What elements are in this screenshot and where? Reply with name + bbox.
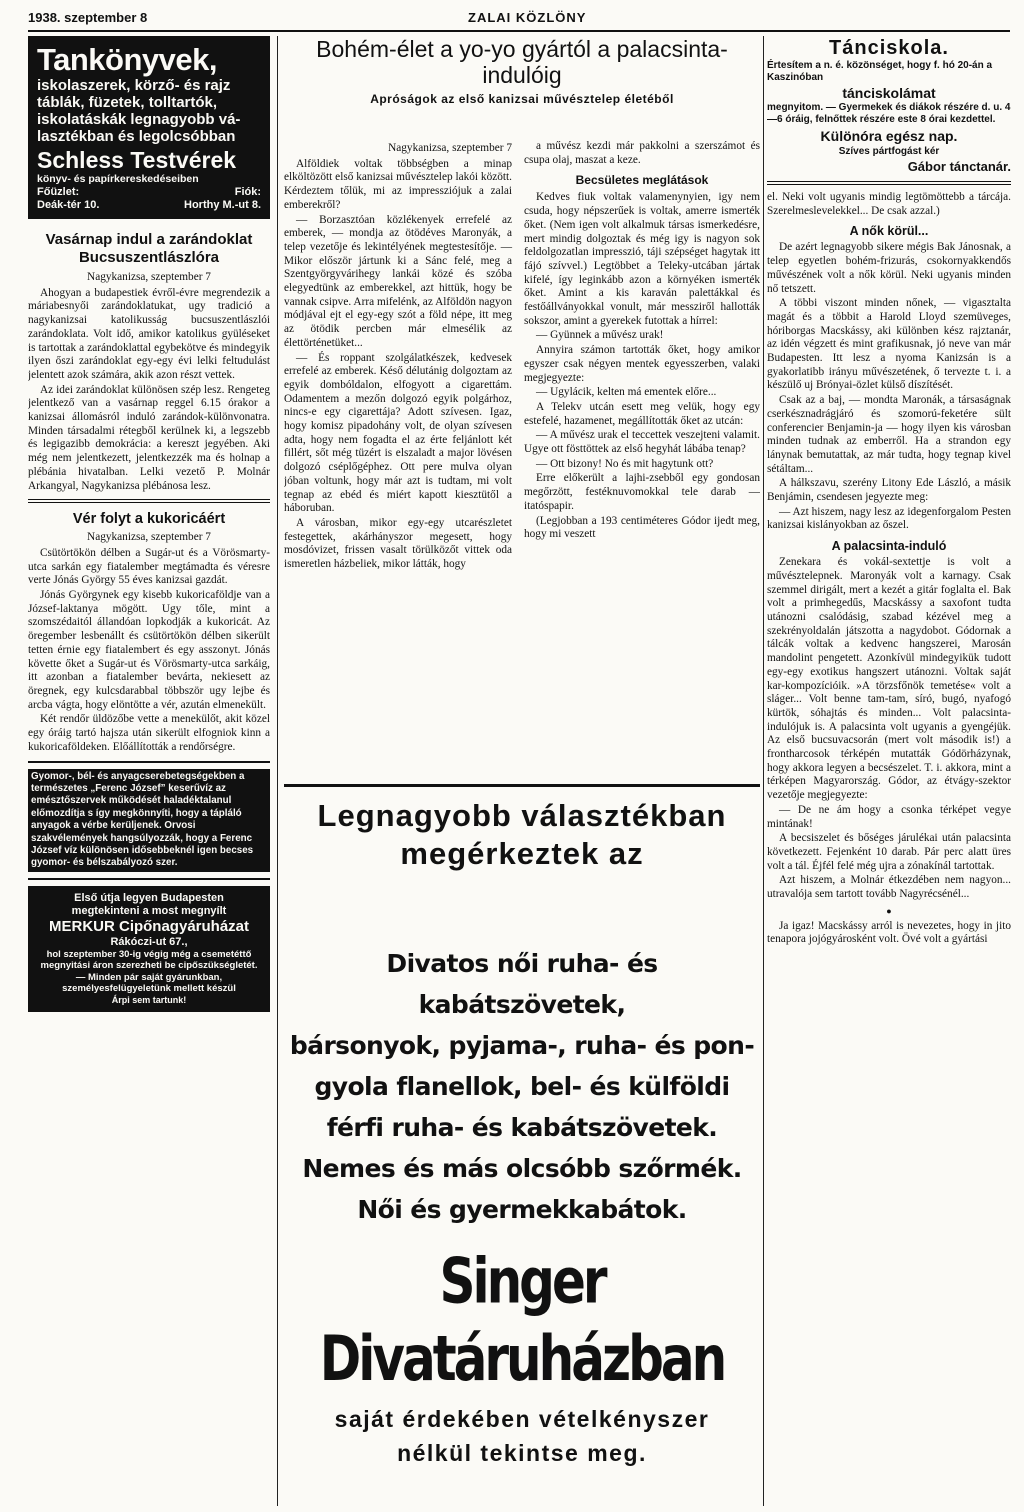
ad-address (37, 199, 261, 212)
article-col-b (524, 140, 760, 543)
article-title: Vasárnap indul a zarándoklat Bucsuszentlászlóra (45, 231, 253, 266)
column-rule (763, 36, 764, 1506)
article-paragraph: a művész kezdi már pakkolni a szerszámot és csupa olaj, maszat a keze. (524, 140, 760, 166)
issue-date: 1938. szeptember 8 (28, 10, 148, 25)
ad-line: táblák, füzetek, tolltartók, (37, 94, 218, 111)
ad-ferenc-jozsef: Gyomor-, bél- és anyagcserebetegségekben a természetes „Ferenc József” keserűvíz az emésztőszervek működését haladéktalanul előmozdítja s így megkönnyíti, hogy a tápláló anyagok a vérbe kerüljenek. Orvosi szakvélemények hangsúlyozzák, hogy a Ferenc József víz különösen idősebbeknél igen becses gyomor- és bélszabályozó szer. (28, 769, 270, 872)
article-paragraph: Ahogyan a budapestiek évről-évre megrendezik a máriabesnyői zarándoklatukat, ugy tradició a nagykanizsai katolikusság bucsuszentlászlói zarándoklata. Volt idő, amikor katolikus gyüléseket is tartottak a zarándoklattal egybekötve és mindegyik ilyen őszi zarándoklat egy-egy évi lelki feltudulást jelentett azok számára, akik azon részt vettek. (28, 286, 270, 381)
article-paragraph: Az idei zarándoklat különösen szép lesz. Rengeteg jelentkező van a vasárnap reggel 6.15 órakor a kanizsai állomásról induló zarándok-különvonatra. Minden társadalmi rétegből kerülnek ki, a legszebb és legigazibb demokrácia: a kereszt jegyében. Aki még nem jelentkezett, jelentkezzék ma és holnap a plébánia hivatalban. Lelki vezető P. Molnár Arkangyal, Nagykanizsa plébánosa lesz. (28, 383, 270, 492)
ad-address (37, 186, 261, 199)
subheading: A palacsinta-induló (831, 539, 947, 554)
column-left (28, 36, 270, 1012)
ad-headline: Tánciskola. (829, 37, 949, 59)
ad-line: saját érdekében vételkényszer (334, 1406, 710, 1432)
masthead (28, 8, 1010, 32)
article-paragraph: De azért legnagyobb sikere mégis Bak Jánosnak, a telep egyetlen bohém-frizurás, csokornyakkendős művészének volt a nők körül. Neki ugyanis minden nő tetszett. (767, 241, 1011, 295)
article-paragraph: Csak az a baj, — mondta Maronák, a társaságnak cserkésznadrágjáró és szomorú-feketére sült conferencier Benjamin-ja — hogy ilyen kis városban minden tudnak az emberről. Ha a strandon egy lánynak bemutattak, az már tudta, hogy tegnap kivel sétáltam... (767, 394, 1011, 475)
ad-line: Értesítem a n. é. közönséget, hogy f. hó 20-án a Kaszinóban (767, 60, 993, 83)
article-paragraph: Erre előkerült a lajhi-zsebből egy gondosan megőrzött, festéknuvomokkal tele darab — itatóspapir. (524, 472, 760, 512)
addr-main-street: Deák-tér 10. (37, 199, 100, 211)
addr-branch: Fiók: (234, 186, 261, 198)
article-paragraph: (Legjobban a 193 centiméteres Gódor ijedt meg, hogy mi veszett (524, 514, 760, 541)
ad-line: Divatos női ruha- és kabátszövetek, (386, 949, 658, 1019)
ad-firm: Singer Divatáruházban (319, 1245, 725, 1395)
article-subtitle: Apróságok az első kanizsai művésztelep életéből (370, 92, 674, 106)
ad-line: Legnagyobb választékban (317, 798, 727, 833)
article-col-a (284, 140, 512, 573)
article-paragraph: — De ne ám hogy a csonka térképet vegye mintának! (767, 803, 1011, 830)
ad-line: Különóra egész nap. (820, 128, 958, 144)
column-right (767, 36, 1011, 948)
ad-line: tánciskolámat (842, 85, 936, 101)
paper-name: ZALAI KÖZLÖNY (468, 10, 587, 25)
ad-line: bársonyok, pyjama-, ruha- és pon- (289, 1031, 755, 1060)
article-paragraph: — Borzasztóan közlékenyek errefelé az emberek, — mondja az ötödéves Maronyák, a telep vezetője és lekintélyének megtestesítője. — Mikor először jártunk ki a Sánc felé, meg a Szentgyörgyvárihegy lankái közé és szóba elegyedtünk az emberekkel, azt hittük, hogy be vannak csipve. Arra mifelénk, az Alföldön nagyon módjával ejt el egy-egy szót a föld népe, itt meg az ötödik percben már elmesélik az élettörténetüket... (284, 213, 512, 349)
ad-line: lasztékban és legolcsóbban (37, 128, 236, 145)
article-paragraph: — És roppant szolgálatkészek, kedvesek errefelé az emberek. Késő délutánig dolgoztam az egyik dombóldalon, elfogyott a cigarettám. Odamentem a mezőn dolgozó egyik polgárhoz, nincs-e egy cigarettája? Adott szívesen. Igaz, hogy komisz pipadohány volt, de olyan szívesen adta, hogy nem fogadta el az érte feljánlott két fillért, sőt még tüzért is elszaladt a major lövésen dolgozó cséplőgéphez. Ott pere mulva olyan jóban voltunk, hogy már azt is tudtam, mi volt tegnap az ebéd és miért kapott kiesztütől a háboruban. (284, 351, 512, 515)
dateline: Nagykanizsa, szeptember 7 (87, 531, 211, 544)
ad-singer (284, 784, 760, 1470)
article-paragraph: Ja igaz! Macskássy arról is nevezetes, hogy in jito tenapora jojógyárosként volt. Övé volt a gyártási (767, 919, 1011, 946)
addr-branch-street: Horthy M.-ut 8. (184, 199, 261, 211)
column-center (284, 36, 760, 1506)
ad-footer: Árpi sem tartunk! (111, 994, 187, 1005)
article-paragraph: Alföldiek voltak többségben a minap elköltözött első kanizsai művésztelep lakói között. Kérdeztem tőlük, mi az impressziójuk a zalai emberekről? (284, 157, 512, 211)
divider (28, 878, 270, 880)
article-paragraph: — Azt hiszem, nagy lesz az idegenforgalom Pesten kanizsai kislányokban az őszel. (767, 505, 1011, 532)
dateline: Nagykanizsa, szeptember 7 (87, 271, 211, 283)
subheading: Becsületes meglátások (575, 173, 709, 188)
separator-dot: ● (886, 905, 892, 916)
article-paragraph: — Ott bizony! No és mit hagytunk ott? (536, 457, 714, 470)
article-paragraph: — Ugylácik, kelten má ementek előre... (536, 386, 717, 399)
ad-line: Nemes és más olcsóbb szőrmék. (302, 1154, 742, 1183)
article-paragraph: Kedves fiuk voltak valamenynyien, igy nem csuda, hogy népszerűek is voltak, amerre ismerték őket. (Nem igen volt alkalmuk társas ismerkedésre, mert mindig dolgoztak és még igy is nagyon sok feldolgozatlan impresszió, táji szépséget hagytak itt fájó szívvel.) Legtöbbet a Teleky-utcában jártak kifelé, így leginkább azon a környéken ismerték őket. Amint a kis karaván palettákkal és festőállványokkal vonult, már messziről hallották sokszor, amint a gyerekek futottak a hírrel: (524, 191, 760, 327)
ad-body: hol szeptember 30-ig végig még a csemetéttő megnyitási áron szerezheti be cipőszükségletét. — Minden pár saját gyárunkban, személyesfelügyeletünk mellett készül (40, 948, 258, 995)
ad-line: megtekinteni a most megnyílt (71, 904, 227, 917)
article-paragraph: el. Neki volt ugyanis mindig legtömöttebb a tárcája. Szerelmeslevelekkel... De csak azzal.) (767, 191, 1011, 217)
article-paragraph: A Telekv utcán esett meg velük, hogy egy estefelé, hazamenet, megállították őket az utcán: (524, 400, 760, 427)
article-paragraph: Csütörtökön délben a Sugár-ut és a Vörösmarty-utca sarkán egy fiatalember megtámadta és véresre verte Jónás György 55 éves kanizsai gazdát. (28, 546, 270, 587)
article-paragraph: Zenekara és vokál-sextettje is volt a művésztelepnek. Maronyák volt a karnagy. Csak szemmel dirigált, mert a kezét a gitár foglalta el. Bak volt a primhegedűs, Macskássy a saxofont tudta utánozni csalódásig, szabad kézével meg a szekrényoldalán játszotta a nagydobot. Gódornak a tálcák voltak a kedvenc hangszerei, Marosán mandolint pengetett. Azonkívül mindegyikük tudott egy-egy exotikus hangszert utánozni. Voltak saját kar-kompozícióik. »A törzsfőnök temetése« volt a sláger... Volt benne tam-tam, síró, bugó, nyafogó kürtök, sóhajtás és minden... Volt palacsinta-indulójuk is. A palacsinta volt ugyanis a gyengéjük. Az első bucsuvacsorán (mert volt második is!) a frontharcosok térképén mutatták Gódörházynak, hogy akkora legyen a becsészelet. T. i. akkora, mint a térképen Magyarország. Gódor, az étvágy-szektor vezetője megjegyezte: (767, 556, 1011, 802)
ad-line: Szíves pártfogást kér (838, 146, 940, 157)
article-title: Bohém-élet a yo-yo gyártól a palacsinta-indulóig (316, 36, 728, 88)
column-rule (277, 36, 278, 1506)
article-paragraph: Annyira számon tartották őket, hogy amikor egyszer csak négyen mentek egyesszerben, valaki megjegyezte: (524, 344, 760, 384)
divider (28, 499, 270, 503)
article-paragraph: — A művész urak el teccettek veszejteni valamit. Ugye ott fösttöttek az első hegyhát lábába tenap? (524, 429, 760, 456)
ad-tanciskola (767, 36, 1011, 175)
ad-firm: Schless Testvérek (37, 147, 237, 173)
article-paragraph: — Gyünnek a művész urak! (536, 329, 664, 342)
ad-line: iskolaszerek, körző- és rajz (37, 77, 231, 94)
subheading: A nők körül... (849, 224, 929, 239)
article-title: Vér folyt a kukoricáért (72, 511, 226, 528)
divider (28, 761, 270, 763)
article-paragraph: A többi viszont minden nőnek, — vigasztalta magát és a többit a Harold Lloyd szemüveges, hóriborgas Macskássy, aki különben kész rajztanár, az idén végzett és mint grafikusnak, jó neve van már Budapesten. Itt lesz a nyoma Kanizsán is a gyakorlatibb irányu művészetének, ő tervezte t. i. a készülő uj Brónyai-özlet külső díszítését. (767, 297, 1011, 392)
divider (767, 181, 1011, 185)
ad-line: Első útja legyen Budapesten (74, 891, 224, 904)
ad-line: megnyitom. — Gyermekek és diákok részére d. u. 4—6 óráig, felnőttek részére este 8 órai kezdettel. (767, 102, 1011, 125)
article-paragraph: A hálkszavu, szerény Litony Ede László, a másik Benjámin, csendesen jegyezte meg: (767, 477, 1011, 504)
ad-line: férfi ruha- és kabátszövetek. (326, 1113, 718, 1142)
article-paragraph: Azt hiszem, a Molnár étkezdében nem nagyon... utravalója sem tartott tovább Nagyrécsénél... (767, 874, 1011, 901)
article-paragraph: Két rendőr üldözőbe vette a menekülőt, akit közel egy óráig tartó hajsza után sikerült elfogniok kinn a kukoricaföldeken. Előállították a rendőrségre. (28, 713, 270, 753)
ad-line: iskolatáskák legnagyobb vá- (37, 111, 241, 128)
article-paragraph: A becsiszelet és bőséges járulékai után palacsinta következett. Fejenként 10 darab. Pár perc alatt üres volt a tál. Éjfél felé még ujra a zónakínál tartottak. (767, 832, 1011, 872)
ad-schless-books (28, 36, 270, 219)
ad-merkur (28, 886, 270, 1012)
ad-line: megérkeztek az (400, 836, 644, 871)
ad-firm: MERKUR Cipőnagyáruházat (48, 917, 250, 935)
ad-line: Női és gyermekkabátok. (357, 1195, 687, 1224)
ad-trade: könyv- és papírkereskedéseiben (37, 173, 199, 185)
ad-headline: Tankönyvek, (37, 42, 218, 77)
ad-signature: Gábor tánctanár. (907, 159, 1011, 174)
article-paragraph: A városban, mikor egy-egy utcarészletet festegettek, akárhányszor megesett, hogy mosdóvizet, frissen vasalt törülközőt vittek oda ismeretlen házbeliek, mikor látták, hogy (284, 516, 512, 571)
ad-line: gyola flanellok, bel- és külföldi (314, 1072, 730, 1101)
ad-line: nélkül tekintse meg. (397, 1440, 647, 1466)
ad-address: Rákóczi-ut 67., (110, 935, 188, 948)
article-paragraph: Jónás Györgynek egy kisebb kukoricaföldje van a József-laktanya mögött. Ugy tőle, mint a szomszédaitól állandóan lopkodják a kukoricát. Az öregember lesbenállt és csütörtökön délben sikerült tetten érnie egy fiatalembert és egy asszonyt. Jónás követte őket a Sugár-ut és Vörösmarty-utca sarkáig, itt azonban a fiatalember bevárta, nekiesett az öregnek, egy kulcsdarabbal többször ugy lejbe és arcba vágta, hogy elöntötte a vér, azután elmenekült. (28, 589, 270, 711)
addr-main: Főüzlet: (37, 186, 80, 198)
dateline: Nagykanizsa, szeptember 7 (388, 142, 512, 154)
